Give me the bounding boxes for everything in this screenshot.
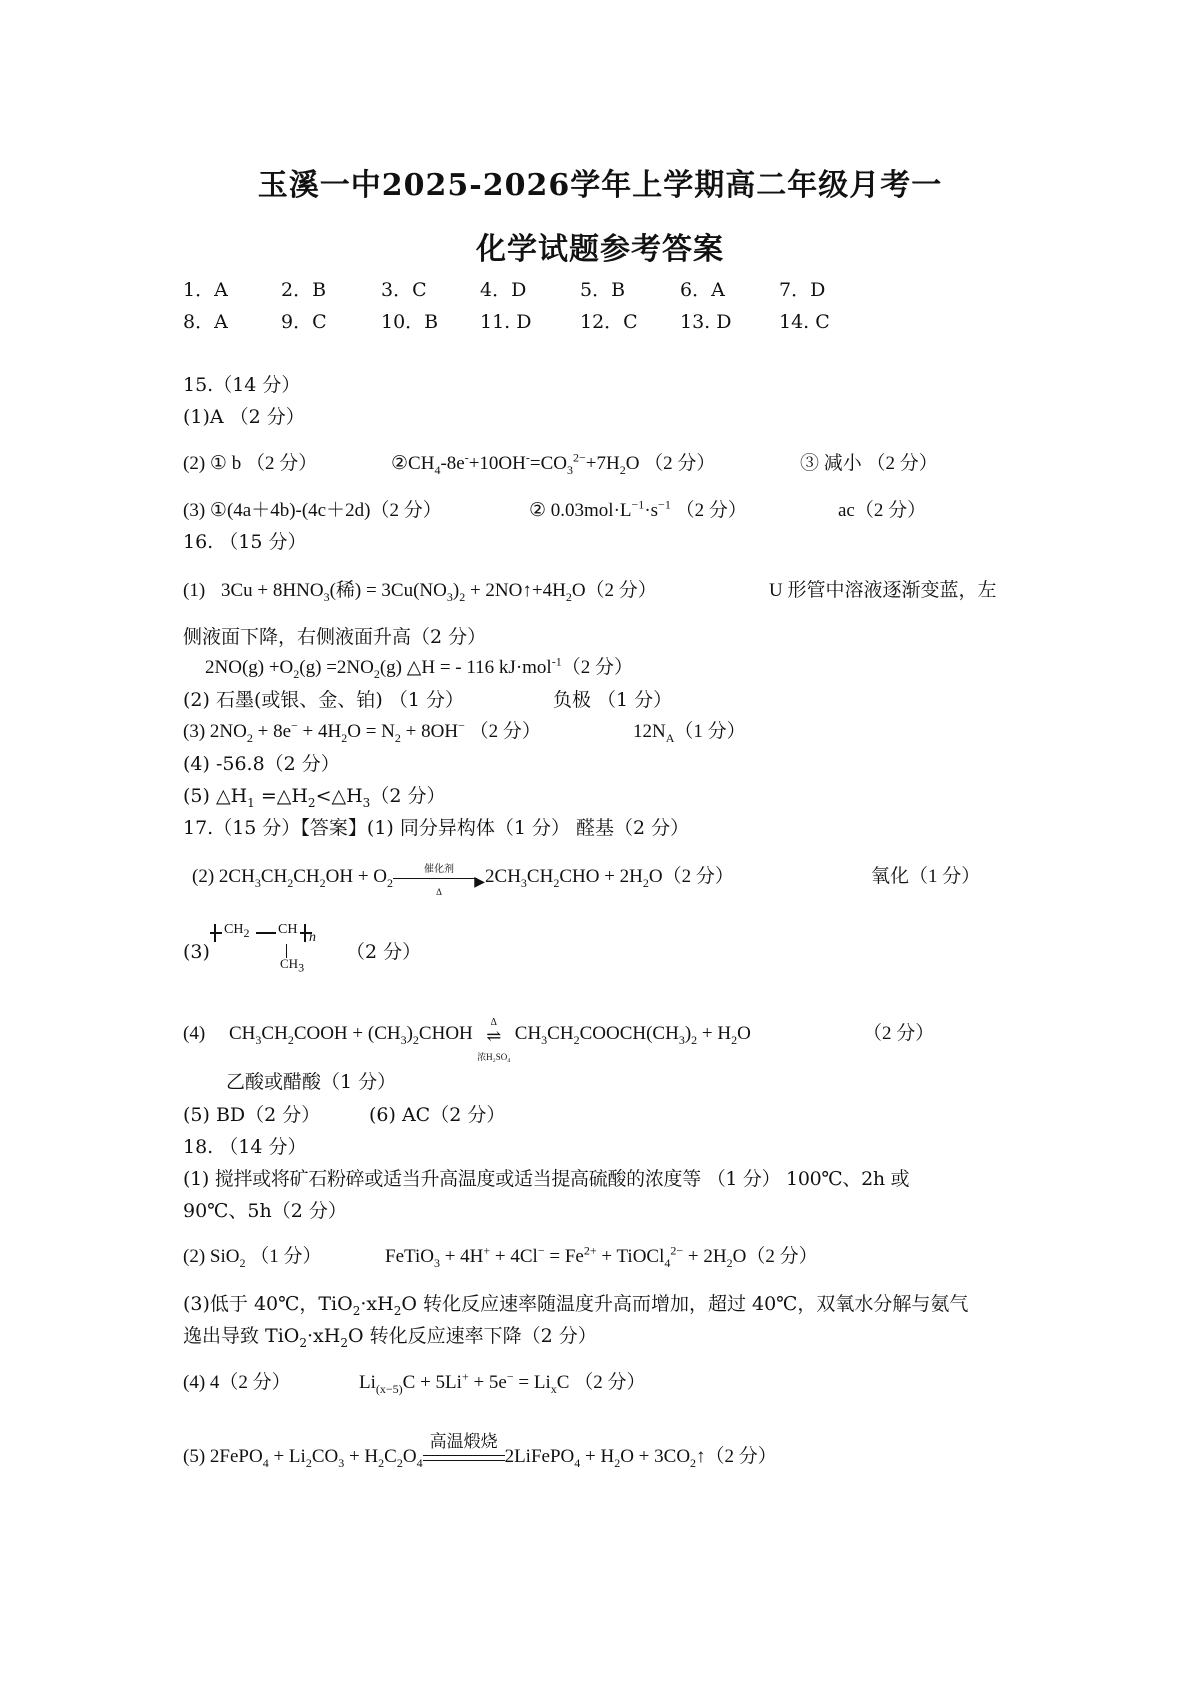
q16-part-3-avogadro: $12N_A(1$ 分） bbox=[633, 721, 746, 745]
q17-part-4-score: （2 分） bbox=[863, 1023, 935, 1044]
q16-part-5: (5) $\triangle H_1$ $=\triangle H_2<\triangle H_3(2$ 分） bbox=[183, 785, 446, 810]
q18-part-4a: (4) 4（2 分） bbox=[183, 1372, 291, 1393]
document-subtitle: 化学试题参考答案 bbox=[476, 232, 724, 267]
q17-part-4-answer: 乙酸或醋酸（1 分） bbox=[226, 1071, 397, 1093]
q16-part-3-equation: (3) $2NO_2 + 8e^- + 4H_2O = N_2 + 8OH^-$ （2 分） bbox=[183, 718, 541, 745]
q17-heading: 17.（15 分）【答案】(1) 同分异构体（1 分） 醛基（2 分） bbox=[183, 817, 690, 839]
q17-part-6: (6) AC（2 分） bbox=[369, 1104, 506, 1126]
catalyst-arrow: 催化剂 ▶ Δ bbox=[393, 866, 485, 890]
choice-answer: 10．B bbox=[381, 311, 439, 333]
q15-part-2c: ③ 减小 （2 分） bbox=[800, 453, 938, 474]
q15-part-3c: ac（2 分） bbox=[838, 500, 927, 521]
q18-part-1: (1) 搅拌或将矿石粉碎或适当升高温度或适当提高硫酸的浓度等 （1 分） 100℃、2h 或 bbox=[183, 1168, 910, 1190]
q18-heading: 18. （14 分） bbox=[183, 1136, 307, 1158]
choice-answer: 8．A bbox=[183, 311, 228, 333]
q15-part-1: (1)A （2 分） bbox=[183, 406, 305, 428]
q15-part-3a: (3) ①(4a＋4b)-(4c＋2d)（2 分） bbox=[183, 500, 442, 521]
q18-part-5: (5) 2FePO$_4$ + $Li_2CO_3 + H_2C_2O_4$ 高温煅烧 2LiFePO$_4$ + $H_2O$ + $3CO_2↑(2$ 分） bbox=[183, 1431, 777, 1470]
choice-answer: 2．B bbox=[281, 279, 327, 301]
q16-heading: 16. （15 分） bbox=[183, 531, 307, 553]
choice-answer: 1．A bbox=[183, 279, 228, 301]
q18-part-3-continued: 逸出导致 $TiO_2\cdot xH_2O$ 转化反应速率下降（2 分） bbox=[183, 1325, 597, 1350]
choice-answer: 7．D bbox=[779, 279, 826, 301]
choice-answer: 9．C bbox=[281, 311, 327, 333]
choice-answer: 4．D bbox=[480, 279, 527, 301]
q16-part-2b: 负极 （1 分） bbox=[553, 689, 673, 711]
q16-part-2a: (2) 石墨(或银、金、铂) （1 分） bbox=[183, 689, 464, 711]
q15-part-2b: $②CH_4-8e^-+10OH^-=CO_3^{2-}+7H_2O$ （2 分） bbox=[391, 450, 716, 477]
q16-part-1-description: U 形管中溶液逐渐变蓝，左 bbox=[769, 580, 997, 601]
choice-answer: 3．C bbox=[381, 279, 427, 301]
q17-part-4-equation: $CH_3CH_2COOH$ + $(CH_3)_2CHOH$ Δ ⇌ 浓H₂SO₄ $CH_3CH_2COOCH(CH_3)_2 + H_2O$ bbox=[229, 1016, 751, 1062]
choice-answer: 14. C bbox=[779, 311, 830, 333]
q18-part-1-continued: 90℃、5h（2 分） bbox=[183, 1200, 347, 1222]
q17-part-2-reaction-type: 氧化（1 分） bbox=[871, 866, 981, 887]
q17-part-3-score: （2 分） bbox=[346, 941, 422, 963]
q15-heading: 15.（14 分） bbox=[183, 374, 301, 396]
document-title: 玉溪一中2025-2026学年上学期高二年级月考一 bbox=[257, 168, 943, 203]
choice-answer: 13. D bbox=[680, 311, 732, 333]
q16-part-1-label: (1) bbox=[183, 580, 206, 601]
high-temperature-calcination-sign: 高温煅烧 bbox=[423, 1446, 505, 1470]
q18-part-4-equation: $Li_{(x-5)}C + 5Li^+ + 5e^- = Li_xC$ （2 分） bbox=[359, 1369, 646, 1396]
choice-answer: 12．C bbox=[580, 311, 638, 333]
q15-part-2a: (2) ① b （2 分） bbox=[183, 453, 318, 474]
q16-part-1-thermo-equation: $2NO(g) +O_2(g) =2NO_2(g)$ △H = - 116 kJ·mol$^{-1}$（2 分） bbox=[205, 654, 633, 681]
q16-part-4: (4) -56.8（2 分） bbox=[183, 753, 340, 775]
q17-part-4-label: (4) bbox=[183, 1023, 206, 1044]
q17-part-2-equation: (2) $2CH_3CH_2CH_2OH + O_2$ 催化剂 ▶ Δ $2CH_3CH_2CHO + 2H_2O(2$ 分） bbox=[192, 863, 734, 897]
q17-part-5: (5) BD（2 分） bbox=[183, 1104, 321, 1126]
choice-answer: 5．B bbox=[580, 279, 626, 301]
choice-answer: 11. D bbox=[480, 311, 532, 333]
q17-part-3-label: (3) bbox=[183, 941, 210, 963]
choice-answer: 6．A bbox=[680, 279, 725, 301]
polypropylene-structure: $CH_2$ CH n $CH_3$ bbox=[210, 916, 350, 974]
q18-part-3: (3)低于 40℃，$TiO_2\cdot xH_2O$ 转化反应速率随温度升高而增加，超过 40℃，双氧水分解与氨气 bbox=[183, 1293, 969, 1318]
q16-part-1-continued: 侧液面下降，右侧液面升高（2 分） bbox=[183, 626, 487, 648]
q16-part-1-equation: $3Cu + 8HNO_3$(稀) = $3Cu(NO_3)_2$ + $2NO↑+4H_2O(2$ 分） bbox=[221, 580, 657, 604]
q18-part-2a: (2) SiO$_2$ （1 分） bbox=[183, 1246, 322, 1270]
reversible-arrow: Δ ⇌ 浓H₂SO₄ bbox=[477, 1016, 511, 1062]
q18-part-2-equation: FeTiO$_3$ + $4H^+ + 4Cl^- = Fe^{2+}$ + TiOCl$_4^{2-}$ + $2H_2O(2$ 分） bbox=[385, 1243, 818, 1270]
q15-part-3b: ② $0.03mol\cdot L^{-1}\cdot s^{-1}$ （2 分） bbox=[529, 497, 747, 521]
